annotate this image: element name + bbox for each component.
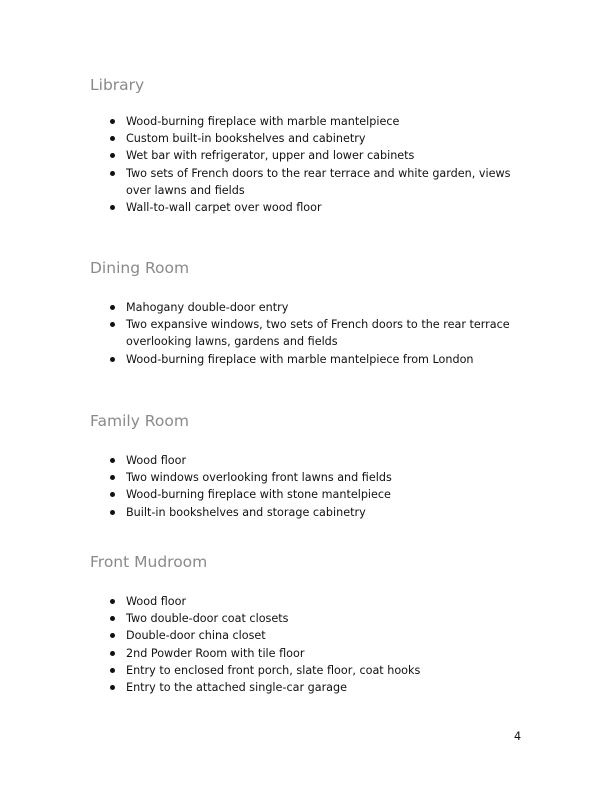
section-front-mudroom (90, 552, 520, 695)
list-item-text: Mahogany double-door entry (126, 301, 289, 314)
list-item-text: Wood-burning fireplace with marble mantelpiece from London (126, 352, 474, 366)
list-item-text: Entry to the attached single-car garage (126, 681, 348, 695)
bullet-icon (110, 322, 115, 327)
list-item (90, 351, 520, 368)
list-item (90, 299, 520, 316)
bullet-icon (110, 492, 115, 497)
bullet-icon (110, 458, 115, 463)
bullet-list (90, 593, 520, 696)
list-item (90, 679, 520, 696)
list-item-text: Built-in bookshelves and storage cabinetry (126, 505, 366, 519)
list-item (90, 452, 520, 469)
section-heading: Front Mudroom (90, 553, 208, 571)
bullet-icon (110, 136, 115, 141)
list-item (90, 627, 520, 644)
list-item-text: Two sets of French doors to the rear terrace and white garden, views over lawns and fields (126, 166, 511, 197)
list-item-text: Wet bar with refrigerator, upper and lower cabinets (126, 149, 415, 163)
section-dining-room (90, 258, 520, 366)
list-item-text: Two windows overlooking front lawns and fields (126, 471, 392, 485)
bullet-icon (110, 510, 115, 515)
bullet-icon (110, 119, 115, 124)
bullet-icon (110, 633, 115, 638)
bullet-icon (110, 616, 115, 621)
list-item-text: Wood floor (126, 454, 187, 467)
bullet-icon (110, 153, 115, 158)
bullet-icon (110, 668, 115, 673)
list-item (90, 199, 520, 216)
bullet-icon (110, 599, 115, 604)
bullet-icon (110, 305, 115, 310)
list-item (90, 486, 520, 503)
list-item-text: Double-door china closet (126, 629, 266, 643)
list-item (90, 113, 520, 130)
section-family-room (90, 411, 520, 519)
bullet-icon (110, 685, 115, 690)
list-item-text: Custom built-in bookshelves and cabinetry (126, 132, 366, 146)
list-item (90, 593, 520, 610)
list-item (90, 469, 520, 486)
list-item (90, 504, 520, 521)
list-item-text: Wood floor (126, 595, 187, 608)
list-item-text: Wood-burning fireplace with marble mantelpiece (126, 115, 400, 128)
bullet-icon (110, 651, 115, 656)
list-item-text: Two expansive windows, two sets of French doors to the rear terrace overlooking lawns, gardens and fields (126, 318, 510, 349)
section-library (90, 75, 520, 215)
list-item (90, 610, 520, 627)
bullet-list (90, 299, 520, 368)
list-item-text: Wood-burning fireplace with stone mantelpiece (126, 488, 391, 502)
bullet-icon (110, 475, 115, 480)
list-item-text: 2nd Powder Room with tile floor (126, 646, 305, 660)
list-item (90, 147, 520, 164)
list-item (90, 645, 520, 662)
list-item (90, 130, 520, 147)
section-heading: Dining Room (90, 259, 190, 277)
list-item (90, 662, 520, 679)
list-item (90, 316, 520, 350)
bullet-list (90, 452, 520, 521)
bullet-icon (110, 171, 115, 176)
list-item (90, 165, 520, 199)
bullet-icon (110, 357, 115, 362)
list-item-text: Entry to enclosed front porch, slate floor, coat hooks (126, 663, 421, 677)
list-item-text: Two double-door coat closets (126, 612, 289, 626)
page-number: 4 (514, 730, 522, 743)
section-heading: Library (90, 76, 145, 94)
section-heading: Family Room (90, 412, 189, 430)
bullet-icon (110, 205, 115, 210)
list-item-text: Wall-to-wall carpet over wood floor (126, 201, 322, 215)
bullet-list (90, 113, 520, 216)
